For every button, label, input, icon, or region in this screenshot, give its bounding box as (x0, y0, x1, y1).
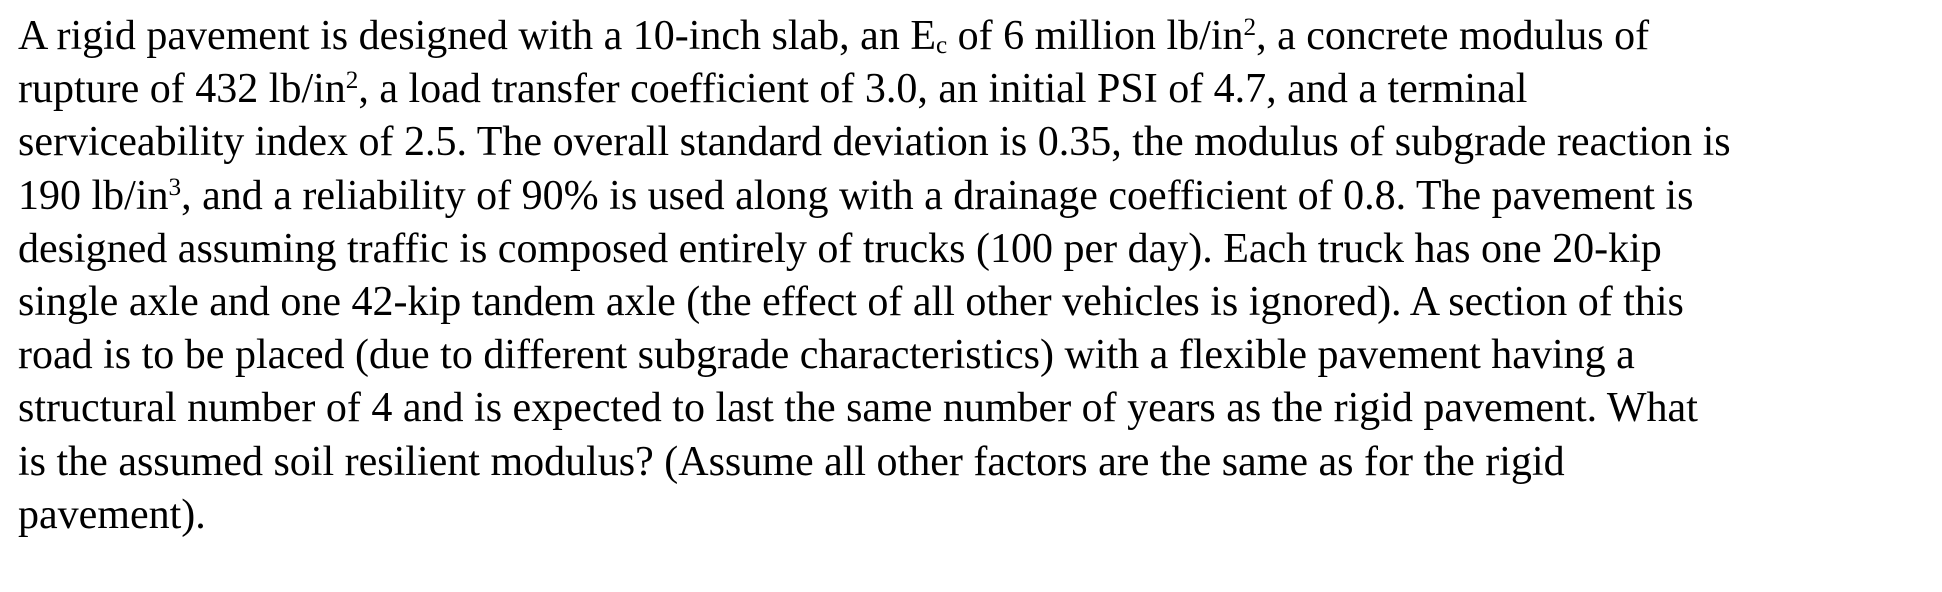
line-1-text-c: , a concrete modulus of (1256, 13, 1650, 59)
problem-line-9: is the assumed soil resilient modulus? (Assume all other factors are the same as for the rigid (18, 438, 1565, 485)
line-4-text-a: 190 lb/in (18, 172, 169, 219)
line-2-text-a: rupture of 432 lb/in (18, 66, 346, 113)
problem-line-6: single axle and one 42-kip tandem axle (the effect of all other vehicles is ignored). A section of this (18, 279, 1684, 326)
squared-superscript: 2 (1243, 14, 1257, 42)
ec-subscript: c (935, 31, 948, 59)
problem-line-7: road is to be placed (due to different subgrade characteristics) with a flexible pavement having a (18, 332, 1635, 379)
problem-line-10: pavement). (18, 491, 206, 538)
problem-statement (18, 10, 1928, 542)
cubed-superscript: 3 (168, 173, 182, 201)
line-1-text-b: of 6 million lb/in (947, 13, 1244, 59)
squared-superscript: 2 (345, 67, 359, 95)
line-4-text-b: , and a reliability of 90% is used along with a drainage coefficient of 0.8. The pavement is (181, 172, 1694, 219)
problem-line-1 (18, 10, 1928, 63)
line-1-text-a: A rigid pavement is designed with a 10-inch slab, an E (18, 13, 936, 59)
line-2-text-b: , a load transfer coefficient of 3.0, an initial PSI of 4.7, and a terminal (358, 66, 1528, 113)
problem-line-8: structural number of 4 and is expected to last the same number of years as the rigid pavement. What (18, 385, 1698, 432)
problem-line-2 (18, 63, 1928, 116)
problem-line-5: designed assuming traffic is composed entirely of trucks (100 per day). Each truck has one 20-kip (18, 225, 1662, 272)
problem-line-3: serviceability index of 2.5. The overall standard deviation is 0.35, the modulus of subgrade reaction is (18, 119, 1731, 166)
problem-line-4 (18, 170, 1928, 223)
